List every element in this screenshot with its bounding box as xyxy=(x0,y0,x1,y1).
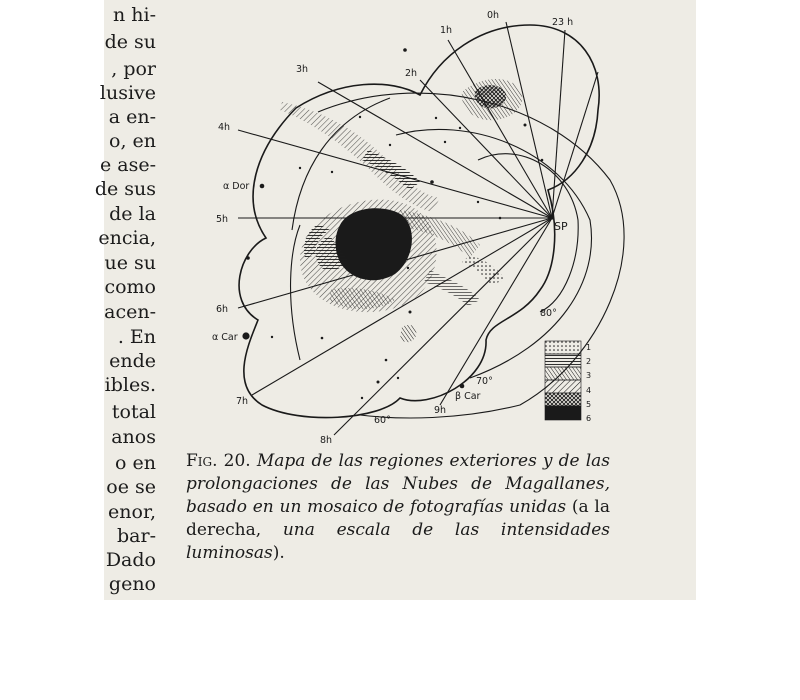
lmc-core-texture xyxy=(342,217,400,270)
column-line: anos xyxy=(111,426,156,448)
column-line: o en xyxy=(115,452,156,474)
star xyxy=(321,337,324,340)
star xyxy=(397,377,399,379)
column-line: n hi- xyxy=(112,4,156,26)
star xyxy=(459,127,461,129)
star xyxy=(541,159,544,162)
caption-text-italic: Mapa de las regiones exteriores y de las prolongaciones de las Nubes de Magallanes, basado en un mosaico de fotografías unidas xyxy=(186,451,611,517)
stream-4 xyxy=(462,255,505,285)
declination-labels xyxy=(374,308,557,426)
scale-swatch-1 xyxy=(545,341,581,354)
column-line: Dado xyxy=(105,549,156,571)
column-line: de sus xyxy=(94,178,156,200)
scale-label-5: 5 xyxy=(586,400,592,409)
star xyxy=(385,359,388,362)
label-1h: 1h xyxy=(440,25,453,36)
star xyxy=(524,124,527,127)
star xyxy=(403,48,407,52)
column-line: de su xyxy=(104,31,156,53)
star xyxy=(331,171,333,173)
stream-7 xyxy=(400,325,416,342)
figure-number: Fig. 20. xyxy=(186,451,251,471)
scale-label-2: 2 xyxy=(586,357,592,366)
star xyxy=(430,180,434,184)
label-alpha-car: α Car xyxy=(212,332,238,343)
label-9h: 9h xyxy=(434,405,447,416)
star xyxy=(407,267,409,269)
label-2h: 2h xyxy=(405,68,418,79)
column-line: ue su xyxy=(104,252,156,274)
column-line: de la xyxy=(109,203,156,225)
column-line: oe se xyxy=(106,476,156,498)
meridian-0h xyxy=(506,22,552,218)
column-line: . En xyxy=(117,326,156,348)
scale-label-3: 3 xyxy=(586,371,592,380)
column-line: a en- xyxy=(108,106,156,128)
label-4h: 4h xyxy=(218,122,231,133)
caption-text-roman: (a la derecha, xyxy=(186,497,610,540)
small-magellanic-cloud xyxy=(462,79,522,120)
column-line: , por xyxy=(111,58,156,80)
star xyxy=(271,336,273,338)
scale-swatch-3 xyxy=(545,367,581,380)
scale-swatch-5 xyxy=(545,393,581,406)
scale-label-6: 6 xyxy=(586,414,592,423)
label-3h: 3h xyxy=(296,64,309,75)
column-line: encia, xyxy=(98,227,156,249)
star xyxy=(299,167,301,169)
column-line: ibles. xyxy=(104,374,156,396)
intensity-scale xyxy=(545,341,591,423)
star xyxy=(377,381,380,384)
column-line: e ase- xyxy=(99,154,156,176)
label-7h: 7h xyxy=(236,396,249,407)
star xyxy=(435,117,437,119)
meridian-1h xyxy=(448,40,552,218)
scale-label-1: 1 xyxy=(586,343,592,352)
meridian-23h xyxy=(552,30,565,218)
scale-swatch-2 xyxy=(545,354,581,367)
caption-text-end: ). xyxy=(272,543,285,563)
label-5h: 5h xyxy=(216,214,229,225)
column-line: geno xyxy=(108,573,156,595)
label-beta-car: β Car xyxy=(455,391,481,402)
label-6h: 6h xyxy=(216,304,229,315)
scale-label-4: 4 xyxy=(586,386,592,395)
label-south-pole: SP xyxy=(554,220,568,233)
column-line: enor, xyxy=(108,501,156,523)
figure-caption xyxy=(186,450,610,565)
star xyxy=(359,116,361,118)
star xyxy=(246,256,250,260)
star xyxy=(444,141,446,143)
label-alpha-dor: α Dor xyxy=(223,181,250,192)
scale-swatch-4 xyxy=(545,380,581,393)
column-line: como xyxy=(104,276,156,298)
star xyxy=(389,144,391,146)
beta-car-star xyxy=(460,384,465,389)
label-8h: 8h xyxy=(320,435,333,446)
scale-swatch-6 xyxy=(545,406,581,420)
star xyxy=(409,311,412,314)
label-60deg: 60° xyxy=(374,415,391,426)
star xyxy=(361,397,363,399)
column-line: o, en xyxy=(109,130,156,152)
label-23h: 23 h xyxy=(552,17,574,28)
label-70deg: 70° xyxy=(476,376,493,387)
column-line: lusive xyxy=(99,82,156,104)
column-line: bar- xyxy=(117,525,156,547)
label-80deg: 80° xyxy=(540,308,557,319)
stream-1 xyxy=(280,102,440,212)
column-line: total xyxy=(111,401,156,423)
alpha-car-star xyxy=(242,332,249,339)
caption-text-italic-2: una escala de las intensidades luminosas xyxy=(186,520,610,563)
star xyxy=(499,217,502,220)
star xyxy=(477,201,479,203)
label-0h: 0h xyxy=(487,10,500,21)
column-line: ende xyxy=(109,350,156,372)
alpha-dor-star xyxy=(260,184,265,189)
column-line: acen- xyxy=(104,301,156,323)
